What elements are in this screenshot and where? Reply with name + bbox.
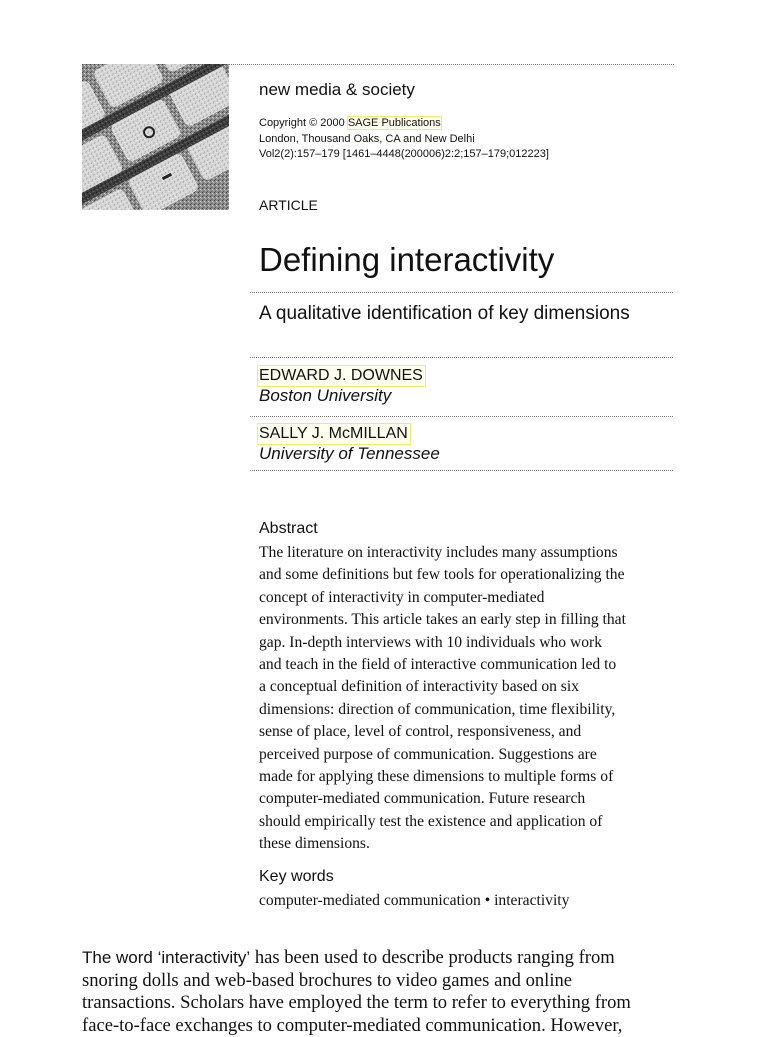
abstract-line: sense of place, level of control, responsiveness, and [259,721,659,743]
lead-in: The word ‘interactivity’ [82,948,250,967]
rule-below-authors [250,470,673,471]
abstract-line: concept of interactivity in computer-mediated [259,587,659,609]
abstract-line: The literature on interactivity includes many assumptions [259,542,659,564]
author-affiliation: Boston University [259,386,391,406]
author-name[interactable]: SALLY J. McMILLAN [258,424,410,444]
header-rule [229,64,674,65]
abstract-line: and teach in the field of interactive communication led to [259,654,659,676]
author-name[interactable]: EDWARD J. DOWNES [258,366,425,386]
publication-meta [259,116,549,163]
article-subtitle: A qualitative identification of key dimensions [259,302,659,325]
rule-between-authors [250,416,673,417]
body-line-text: has been used to describe products ranging from [250,947,615,968]
abstract-line: dimensions: direction of communication, time flexibility, [259,699,659,721]
body-line: snoring dolls and web-based brochures to video games and online [82,970,682,993]
abstract-line: made for applying these dimensions to multiple forms of [259,766,659,788]
keywords-list: computer-mediated communication • interactivity [259,890,569,912]
abstract-line: should empirically test the existence and application of [259,811,659,833]
article-type: ARTICLE [259,196,318,214]
article-title: Defining interactivity [259,240,554,280]
citation: Vol2(2):157–179 [1461–4448(200006)2:2;157–179;012223] [259,147,549,163]
abstract-line: environments. This article takes an early step in filling that [259,609,659,631]
author-affiliation: University of Tennessee [259,444,440,464]
abstract-line: computer-mediated communication. Future research [259,788,659,810]
cover-image [82,64,229,210]
journal-title: new media & society [259,79,415,101]
body-line: face-to-face exchanges to computer-mediated communication. However, [82,1015,682,1037]
publisher-name[interactable]: SAGE Publications [348,117,441,129]
abstract-line: gap. In-depth interviews with 10 individuals who work [259,632,659,654]
abstract-heading: Abstract [259,519,318,539]
abstract-line: perceived purpose of communication. Suggestions are [259,744,659,766]
rule-below-title [250,292,673,293]
copyright-line [259,116,549,132]
abstract-body [259,542,659,856]
body-line: transactions. Scholars have employed the term to refer to everything from [82,992,682,1015]
abstract-line: and some definitions but few tools for operationalizing the [259,564,659,586]
abstract-line: these dimensions. [259,833,659,855]
body-line [82,947,682,970]
rule-below-subtitle [250,357,673,358]
abstract-line: a conceptual definition of interactivity based on six [259,676,659,698]
publisher-locations: London, Thousand Oaks, CA and New Delhi [259,132,549,148]
copyright-text: Copyright © 2000 [259,117,345,129]
keywords-heading: Key words [259,867,334,887]
